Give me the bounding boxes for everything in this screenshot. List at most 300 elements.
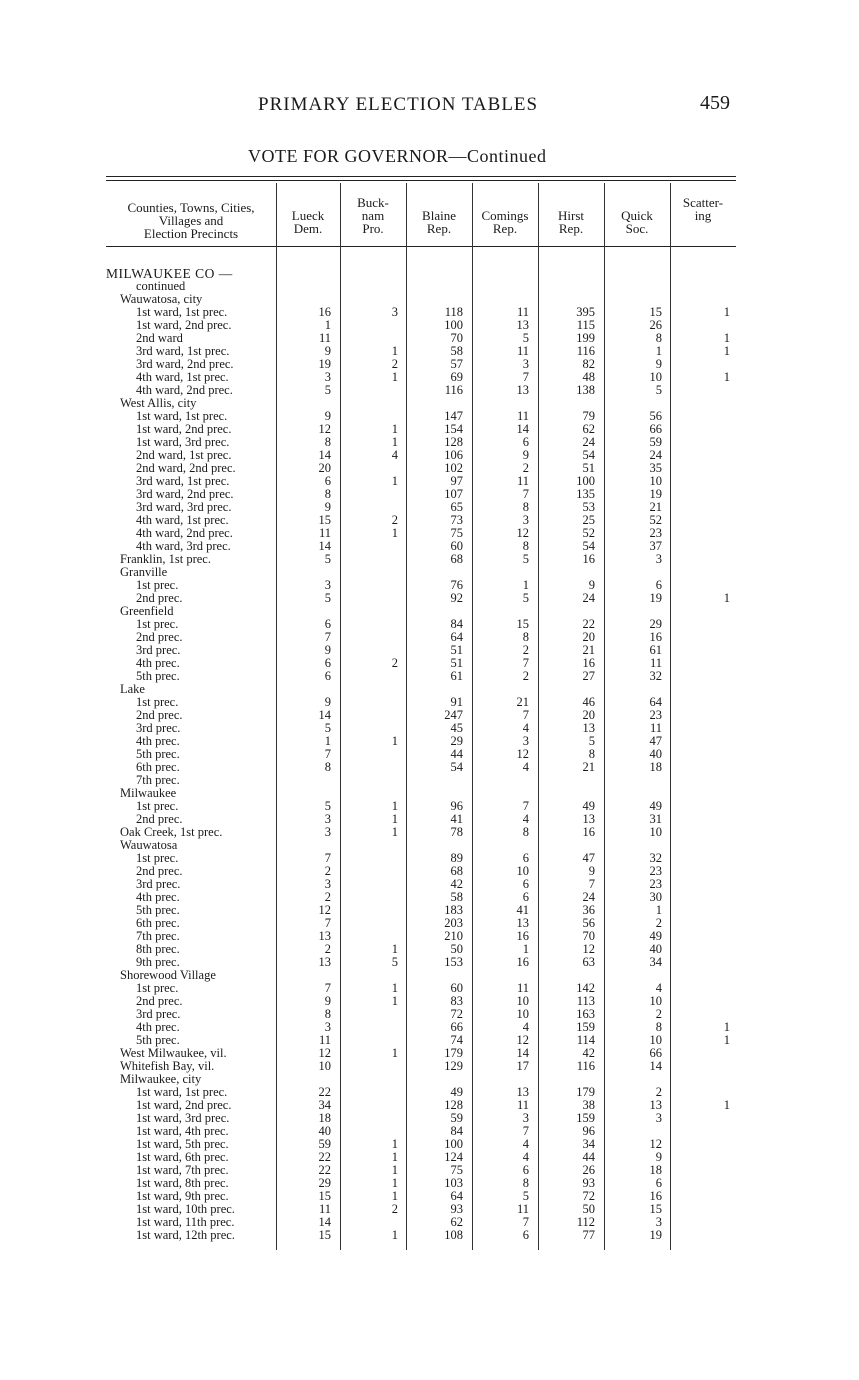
vote-count: 32 — [649, 851, 662, 865]
vote-count: 23 — [649, 708, 662, 722]
vote-count: 7 — [324, 916, 331, 930]
vote-count: 395 — [576, 305, 595, 319]
vote-count: 4 — [655, 981, 662, 995]
column-header-line: Comings — [481, 208, 529, 223]
vote-count: 21 — [582, 760, 595, 774]
vote-count: 8 — [324, 1007, 331, 1021]
precinct-label: 4th prec. — [136, 657, 180, 670]
precinct-label: 5th prec. — [136, 670, 180, 683]
vote-count: 128 — [444, 1098, 463, 1112]
vote-count: 84 — [450, 617, 463, 631]
vote-count: 89 — [450, 851, 463, 865]
page-number: 459 — [700, 92, 730, 114]
vote-count: 113 — [576, 994, 595, 1008]
vote-count: 69 — [450, 370, 463, 384]
vote-count: 1 — [655, 903, 662, 917]
vote-count: 8 — [324, 760, 331, 774]
vote-count: 29 — [649, 617, 662, 631]
vote-count: 1 — [723, 1020, 730, 1034]
vote-count: 19 — [649, 487, 662, 501]
vote-count: 3 — [324, 1020, 331, 1034]
vote-count: 50 — [450, 942, 463, 956]
table-row — [106, 956, 746, 969]
vote-count: 79 — [582, 409, 595, 423]
vote-count: 5 — [324, 799, 331, 813]
vote-count: 3 — [655, 1111, 662, 1125]
vote-count: 1 — [522, 578, 529, 592]
precinct-label: 1st ward, 6th prec. — [136, 1151, 229, 1164]
vote-count: 1 — [391, 1046, 398, 1060]
vote-count: 24 — [582, 591, 595, 605]
vote-count: 135 — [576, 487, 595, 501]
running-head: PRIMARY ELECTION TABLES — [258, 94, 539, 115]
vote-count: 59 — [318, 1137, 331, 1151]
column-header-line: Soc. — [625, 221, 649, 236]
vote-count: 97 — [450, 474, 463, 488]
vote-count: 2 — [655, 1085, 662, 1099]
vote-count: 6 — [522, 851, 529, 865]
vote-count: 3 — [522, 1111, 529, 1125]
vote-count: 10 — [516, 864, 529, 878]
vote-count: 4 — [522, 1150, 529, 1164]
vote-count: 103 — [444, 1176, 463, 1190]
vote-count: 9 — [324, 500, 331, 514]
precinct-label: 1st ward, 1st prec. — [136, 410, 228, 423]
vote-count: 3 — [324, 812, 331, 826]
vote-count: 8 — [522, 630, 529, 644]
vote-count: 183 — [444, 903, 463, 917]
precinct-label: 3rd ward, 3rd prec. — [136, 501, 232, 514]
precinct-label: 2nd prec. — [136, 995, 183, 1008]
vote-count: 73 — [450, 513, 463, 527]
precinct-label: West Milwaukee, vil. — [120, 1047, 227, 1060]
vote-count: 4 — [522, 1020, 529, 1034]
precinct-label: 1st ward, 1st prec. — [136, 306, 228, 319]
vote-count: 56 — [649, 409, 662, 423]
vote-count: 13 — [318, 955, 331, 969]
vote-count: 1 — [391, 1150, 398, 1164]
vote-count: 1 — [723, 370, 730, 384]
column-header — [604, 209, 670, 235]
precinct-label: Wauwatosa, city — [120, 293, 203, 306]
vote-count: 47 — [582, 851, 595, 865]
precinct-label: 9th prec. — [136, 956, 180, 969]
vote-count: 32 — [649, 669, 662, 683]
vote-count: 15 — [318, 1228, 331, 1242]
vote-count: 42 — [450, 877, 463, 891]
vote-count: 75 — [450, 1163, 463, 1177]
vote-count: 2 — [522, 461, 529, 475]
vote-count: 91 — [450, 695, 463, 709]
vote-count: 18 — [649, 1163, 662, 1177]
vote-count: 75 — [450, 526, 463, 540]
precinct-label: Whitefish Bay, vil. — [120, 1060, 215, 1073]
vote-count: 100 — [444, 1137, 463, 1151]
vote-count: 12 — [649, 1137, 662, 1151]
precinct-label: MILWAUKEE CO — — [106, 267, 233, 280]
header-rule — [106, 246, 736, 247]
vote-count: 1 — [391, 1228, 398, 1242]
precinct-label: 4th ward, 1st prec. — [136, 371, 229, 384]
precinct-label: 3rd ward, 2nd prec. — [136, 488, 234, 501]
vote-count: 23 — [649, 877, 662, 891]
vote-count: 66 — [450, 1020, 463, 1034]
vote-count: 51 — [450, 643, 463, 657]
vote-count: 41 — [450, 812, 463, 826]
vote-count: 24 — [582, 435, 595, 449]
column-header-line: ing — [694, 208, 712, 223]
vote-count: 16 — [649, 630, 662, 644]
vote-count: 14 — [318, 1215, 331, 1229]
precinct-label: 5th prec. — [136, 904, 180, 917]
vote-count: 37 — [649, 539, 662, 553]
vote-count: 72 — [582, 1189, 595, 1203]
vote-count: 10 — [318, 1059, 331, 1073]
vote-count: 3 — [655, 1215, 662, 1229]
vote-count: 7 — [522, 799, 529, 813]
vote-count: 26 — [582, 1163, 595, 1177]
vote-count: 30 — [649, 890, 662, 904]
precinct-label: 4th prec. — [136, 1021, 180, 1034]
precinct-label: 7th prec. — [136, 930, 180, 943]
vote-count: 11 — [516, 474, 529, 488]
vote-count: 159 — [576, 1111, 595, 1125]
vote-count: 3 — [391, 305, 398, 319]
vote-count: 92 — [450, 591, 463, 605]
vote-count: 38 — [582, 1098, 595, 1112]
vote-count: 60 — [450, 981, 463, 995]
vote-count: 15 — [649, 305, 662, 319]
vote-count: 23 — [649, 526, 662, 540]
vote-count: 129 — [444, 1059, 463, 1073]
precinct-label: 5th prec. — [136, 748, 180, 761]
vote-count: 14 — [516, 422, 529, 436]
column-header — [340, 196, 406, 235]
vote-count: 50 — [582, 1202, 595, 1216]
vote-count: 44 — [450, 747, 463, 761]
vote-count: 52 — [582, 526, 595, 540]
vote-count: 14 — [318, 708, 331, 722]
vote-count: 1 — [391, 344, 398, 358]
vote-count: 116 — [576, 1059, 595, 1073]
table-row — [106, 371, 746, 384]
vote-count: 70 — [450, 331, 463, 345]
vote-count: 11 — [516, 1098, 529, 1112]
vote-count: 15 — [318, 1189, 331, 1203]
vote-count: 1 — [522, 942, 529, 956]
precinct-label: 3rd prec. — [136, 1008, 181, 1021]
vote-count: 9 — [324, 643, 331, 657]
vote-count: 56 — [582, 916, 595, 930]
vote-count: 24 — [649, 448, 662, 462]
column-header — [106, 201, 276, 240]
table-row — [106, 1060, 746, 1073]
vote-count: 63 — [582, 955, 595, 969]
precinct-label: 1st prec. — [136, 696, 179, 709]
column-header-line: Election Precincts — [143, 226, 239, 241]
vote-count: 7 — [324, 851, 331, 865]
precinct-label: 1st ward, 9th prec. — [136, 1190, 229, 1203]
vote-count: 7 — [522, 487, 529, 501]
vote-count: 40 — [649, 942, 662, 956]
table-row — [106, 826, 746, 839]
vote-count: 35 — [649, 461, 662, 475]
vote-count: 5 — [522, 552, 529, 566]
precinct-label: 2nd prec. — [136, 709, 183, 722]
vote-count: 102 — [444, 461, 463, 475]
table-row — [106, 332, 746, 345]
vote-count: 4 — [522, 760, 529, 774]
vote-count: 1 — [324, 734, 331, 748]
vote-count: 72 — [450, 1007, 463, 1021]
vote-count: 57 — [450, 357, 463, 371]
vote-count: 52 — [649, 513, 662, 527]
vote-count: 13 — [649, 1098, 662, 1112]
precinct-label: 1st ward, 3rd prec. — [136, 436, 230, 449]
precinct-label: 1st ward, 10th prec. — [136, 1203, 235, 1216]
vote-count: 1 — [723, 344, 730, 358]
table-row — [106, 761, 746, 774]
vote-count: 11 — [516, 344, 529, 358]
precinct-label: 4th ward, 1st prec. — [136, 514, 229, 527]
vote-count: 51 — [582, 461, 595, 475]
vote-count: 29 — [318, 1176, 331, 1190]
vote-count: 64 — [450, 630, 463, 644]
vote-count: 61 — [649, 643, 662, 657]
vote-count: 16 — [582, 656, 595, 670]
vote-count: 3 — [324, 370, 331, 384]
vote-count: 2 — [391, 513, 398, 527]
vote-count: 15 — [318, 513, 331, 527]
vote-count: 19 — [318, 357, 331, 371]
vote-count: 1 — [391, 1176, 398, 1190]
precinct-label: Greenfield — [120, 605, 174, 618]
vote-count: 25 — [582, 513, 595, 527]
vote-count: 12 — [318, 1046, 331, 1060]
vote-count: 3 — [522, 513, 529, 527]
vote-count: 21 — [516, 695, 529, 709]
table-row — [106, 319, 746, 332]
vote-count: 5 — [324, 721, 331, 735]
vote-count: 12 — [516, 1033, 529, 1047]
precinct-label: 1st prec. — [136, 579, 179, 592]
vote-count: 6 — [655, 578, 662, 592]
vote-count: 116 — [576, 344, 595, 358]
vote-count: 5 — [391, 955, 398, 969]
vote-count: 1 — [391, 422, 398, 436]
precinct-label: 7th prec. — [136, 774, 180, 787]
table-row — [106, 280, 746, 293]
vote-count: 2 — [522, 669, 529, 683]
vote-count: 6 — [324, 474, 331, 488]
vote-count: 116 — [444, 383, 463, 397]
vote-count: 51 — [450, 656, 463, 670]
vote-count: 142 — [576, 981, 595, 995]
vote-count: 5 — [655, 383, 662, 397]
table-row — [106, 267, 746, 280]
vote-count: 2 — [324, 890, 331, 904]
vote-count: 53 — [582, 500, 595, 514]
vote-count: 7 — [522, 1124, 529, 1138]
vote-count: 3 — [324, 877, 331, 891]
precinct-label: 2nd ward — [136, 332, 183, 345]
vote-count: 78 — [450, 825, 463, 839]
precinct-label: 1st ward, 2nd prec. — [136, 1099, 232, 1112]
vote-count: 6 — [522, 1163, 529, 1177]
vote-count: 96 — [582, 1124, 595, 1138]
top-rule-2 — [106, 180, 736, 181]
precinct-label: 3rd prec. — [136, 644, 181, 657]
precinct-label: 6th prec. — [136, 761, 180, 774]
vote-count: 1 — [391, 1137, 398, 1151]
vote-count: 2 — [655, 916, 662, 930]
vote-count: 9 — [522, 448, 529, 462]
vote-count: 179 — [576, 1085, 595, 1099]
precinct-label: 1st ward, 2nd prec. — [136, 423, 232, 436]
vote-count: 7 — [324, 747, 331, 761]
vote-count: 154 — [444, 422, 463, 436]
table-row — [106, 1229, 746, 1242]
precinct-label: 2nd ward, 1st prec. — [136, 449, 232, 462]
column-header-line: Rep. — [558, 221, 584, 236]
column-header-line: Rep. — [426, 221, 452, 236]
table-row — [106, 345, 746, 358]
vote-count: 8 — [522, 500, 529, 514]
vote-count: 2 — [391, 357, 398, 371]
vote-count: 40 — [649, 747, 662, 761]
vote-count: 12 — [318, 903, 331, 917]
vote-count: 58 — [450, 344, 463, 358]
vote-count: 13 — [318, 929, 331, 943]
precinct-label: 1st ward, 4th prec. — [136, 1125, 229, 1138]
column-header-line: Lueck — [291, 208, 325, 223]
table-row — [106, 592, 746, 605]
vote-count: 10 — [516, 1007, 529, 1021]
vote-count: 11 — [516, 981, 529, 995]
vote-count: 5 — [324, 383, 331, 397]
precinct-label: 3rd prec. — [136, 722, 181, 735]
column-header-line: Dem. — [293, 221, 323, 236]
precinct-label: 1st ward, 1st prec. — [136, 1086, 228, 1099]
vote-count: 112 — [576, 1215, 595, 1229]
precinct-label: Lake — [120, 683, 145, 696]
vote-count: 1 — [391, 942, 398, 956]
vote-count: 16 — [318, 305, 331, 319]
vote-count: 13 — [582, 721, 595, 735]
vote-count: 17 — [516, 1059, 529, 1073]
vote-count: 1 — [391, 825, 398, 839]
vote-count: 210 — [444, 929, 463, 943]
vote-count: 2 — [391, 656, 398, 670]
column-header-line: Pro. — [362, 221, 384, 236]
vote-count: 114 — [576, 1033, 595, 1047]
vote-count: 7 — [324, 981, 331, 995]
column-header — [670, 196, 736, 222]
vote-count: 7 — [588, 877, 595, 891]
table-row — [106, 670, 746, 683]
vote-count: 14 — [649, 1059, 662, 1073]
vote-count: 18 — [649, 760, 662, 774]
vote-count: 14 — [318, 448, 331, 462]
vote-count: 8 — [522, 1176, 529, 1190]
vote-count: 199 — [576, 331, 595, 345]
vote-count: 20 — [318, 461, 331, 475]
column-header-line: Scatter- — [682, 195, 724, 210]
vote-count: 74 — [450, 1033, 463, 1047]
vote-count: 4 — [522, 812, 529, 826]
vote-count: 62 — [582, 422, 595, 436]
vote-count: 12 — [318, 422, 331, 436]
vote-count: 107 — [444, 487, 463, 501]
vote-count: 15 — [516, 617, 529, 631]
vote-count: 27 — [582, 669, 595, 683]
precinct-label: 2nd ward, 2nd prec. — [136, 462, 236, 475]
vote-count: 1 — [391, 1189, 398, 1203]
vote-count: 10 — [649, 825, 662, 839]
vote-count: 128 — [444, 435, 463, 449]
precinct-label: 1st ward, 7th prec. — [136, 1164, 229, 1177]
vote-count: 40 — [318, 1124, 331, 1138]
vote-count: 42 — [582, 1046, 595, 1060]
vote-count: 1 — [391, 1163, 398, 1177]
table-row — [106, 384, 746, 397]
vote-count: 11 — [318, 331, 331, 345]
vote-count: 19 — [649, 1228, 662, 1242]
vote-count: 77 — [582, 1228, 595, 1242]
vote-count: 44 — [582, 1150, 595, 1164]
vote-count: 2 — [655, 1007, 662, 1021]
vote-count: 247 — [444, 708, 463, 722]
vote-count: 7 — [522, 656, 529, 670]
vote-count: 2 — [324, 864, 331, 878]
vote-count: 9 — [588, 578, 595, 592]
precinct-label: 8th prec. — [136, 943, 180, 956]
vote-count: 5 — [522, 1189, 529, 1203]
vote-count: 10 — [649, 370, 662, 384]
vote-count: 64 — [450, 1189, 463, 1203]
vote-count: 106 — [444, 448, 463, 462]
vote-count: 159 — [576, 1020, 595, 1034]
vote-count: 59 — [450, 1111, 463, 1125]
vote-count: 2 — [324, 942, 331, 956]
vote-count: 3 — [522, 734, 529, 748]
vote-count: 11 — [649, 656, 662, 670]
vote-count: 58 — [450, 890, 463, 904]
vote-count: 9 — [324, 409, 331, 423]
vote-count: 24 — [582, 890, 595, 904]
vote-count: 6 — [655, 1176, 662, 1190]
top-rule — [106, 176, 736, 177]
vote-count: 100 — [444, 318, 463, 332]
vote-count: 6 — [522, 877, 529, 891]
vote-count: 10 — [516, 994, 529, 1008]
vote-count: 1 — [655, 344, 662, 358]
column-header — [472, 209, 538, 235]
vote-count: 1 — [391, 370, 398, 384]
vote-count: 64 — [649, 695, 662, 709]
precinct-label: 1st prec. — [136, 982, 179, 995]
vote-count: 3 — [324, 578, 331, 592]
vote-count: 7 — [522, 1215, 529, 1229]
vote-count: 16 — [516, 955, 529, 969]
vote-count: 4 — [522, 721, 529, 735]
column-header-line: Villages and — [158, 213, 224, 228]
table-row — [106, 1164, 746, 1177]
column-header-line: Buck- — [357, 195, 389, 210]
precinct-label: Shorewood Village — [120, 969, 216, 982]
vote-count: 19 — [649, 591, 662, 605]
vote-count: 93 — [450, 1202, 463, 1216]
